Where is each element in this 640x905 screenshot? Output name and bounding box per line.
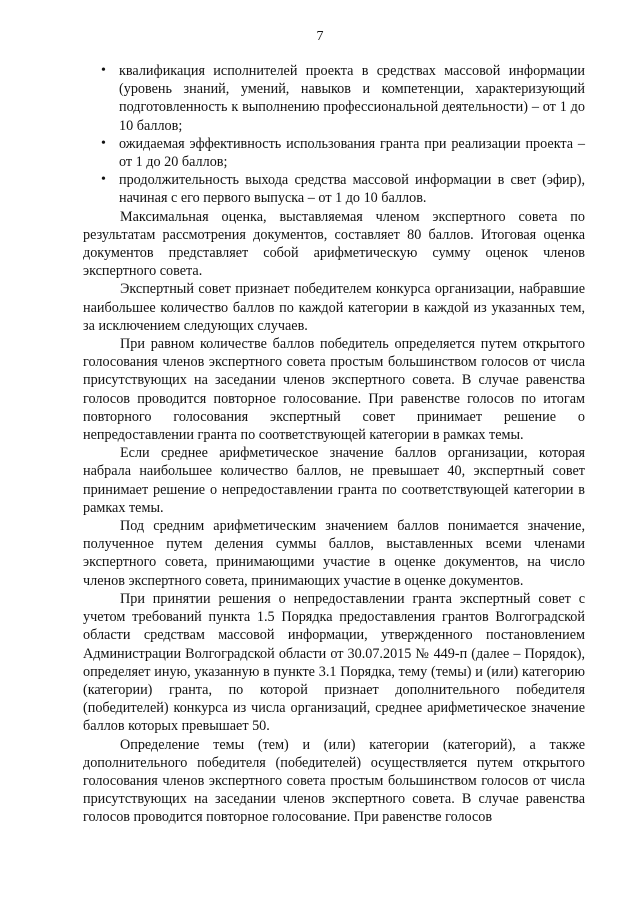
paragraph-additional-winner: Определение темы (тем) и (или) категории (категорий), а также дополнительного победителя (победителей) осуществляется путем открытого голосования членов экспертного совета простым большинством голосов от числа присутствующих на заседании членов экспертного совета. В случае равенства голосов проводится повторное голосование. При равенстве голосов xyxy=(83,736,585,826)
document-body xyxy=(83,62,585,827)
page-number: 7 xyxy=(316,29,324,44)
bullet-icon: • xyxy=(101,135,106,151)
paragraph-threshold: Если среднее арифметическое значение баллов организации, которая набрала наибольшее количество баллов, не превышает 40, экспертный совет принимает решение о непредоставлении гранта по соответствующей категории в рамках темы. xyxy=(83,445,585,516)
paragraph-average-definition: Под средним арифметическим значением баллов понимается значение, полученное путем деления суммы баллов, выставленных всеми членами экспертного совета, принимающими участие в оценке документов, на число членов экспертного совета, принимающих участие в оценке документов. xyxy=(83,518,585,589)
list-item xyxy=(87,171,585,207)
criteria-list xyxy=(83,62,585,208)
list-item-text: ожидаемая эффективность использования гранта при реализации проекта – от 1 до 20 баллов; xyxy=(119,135,585,171)
paragraph-winners: Экспертный совет признает победителем конкурса организации, набравшие наибольшее количество баллов по каждой категории в каждой из указанных тем, за исключением следующих случаев. xyxy=(83,281,585,334)
paragraph-equal-score: При равном количестве баллов победитель определяется путем открытого голосования членов экспертного совета простым большинством голосов от числа присутствующих на заседании членов экспертного совета. В случае равенства голосов проводится повторное голосование. При равенстве голосов по итогам повторного голосования экспертный совет принимает решение о непредоставлении гранта по соответствующей категории в рамках темы. xyxy=(83,336,585,444)
list-item xyxy=(87,62,585,135)
list-item-text: продолжительность выхода средства массовой информации в свет (эфир), начиная с его первого выпуска – от 1 до 10 баллов. xyxy=(119,172,585,207)
bullet-icon: • xyxy=(101,63,106,78)
list-item xyxy=(87,135,585,171)
bullet-icon: • xyxy=(101,172,106,188)
paragraph-max-score: Максимальная оценка, выставляемая членом экспертного совета по результатам рассмотрения документов, составляет 80 баллов. Итоговая оценка документов представляет собой арифметическую сумму оценок членов экспертного совета. xyxy=(83,208,585,280)
paragraph-non-grant-decision: При принятии решения о непредоставлении гранта экспертный совет с учетом требований пункта 1.5 Порядка предоставления грантов Волгоградской области средствам массовой информации, утвержденного постановлением Администрации Волгоградской области от 30.07.2015 № 449-п (далее – Порядок), определяет иную, указанную в пункте 3.1 Порядка, тему (темы) и (или) категорию (категории) гранта, по которой признает дополнительного победителя (победителей) конкурса из числа организаций, среднее арифметическое значение баллов которых превышает 50. xyxy=(83,590,585,735)
list-item-text: квалификация исполнителей проекта в средствах массовой информации (уровень знаний, умений, навыков и компетенции, характеризующий подготовленность к выполнению профессиональной деятельности) – от 1 до 10 баллов; xyxy=(119,63,585,134)
